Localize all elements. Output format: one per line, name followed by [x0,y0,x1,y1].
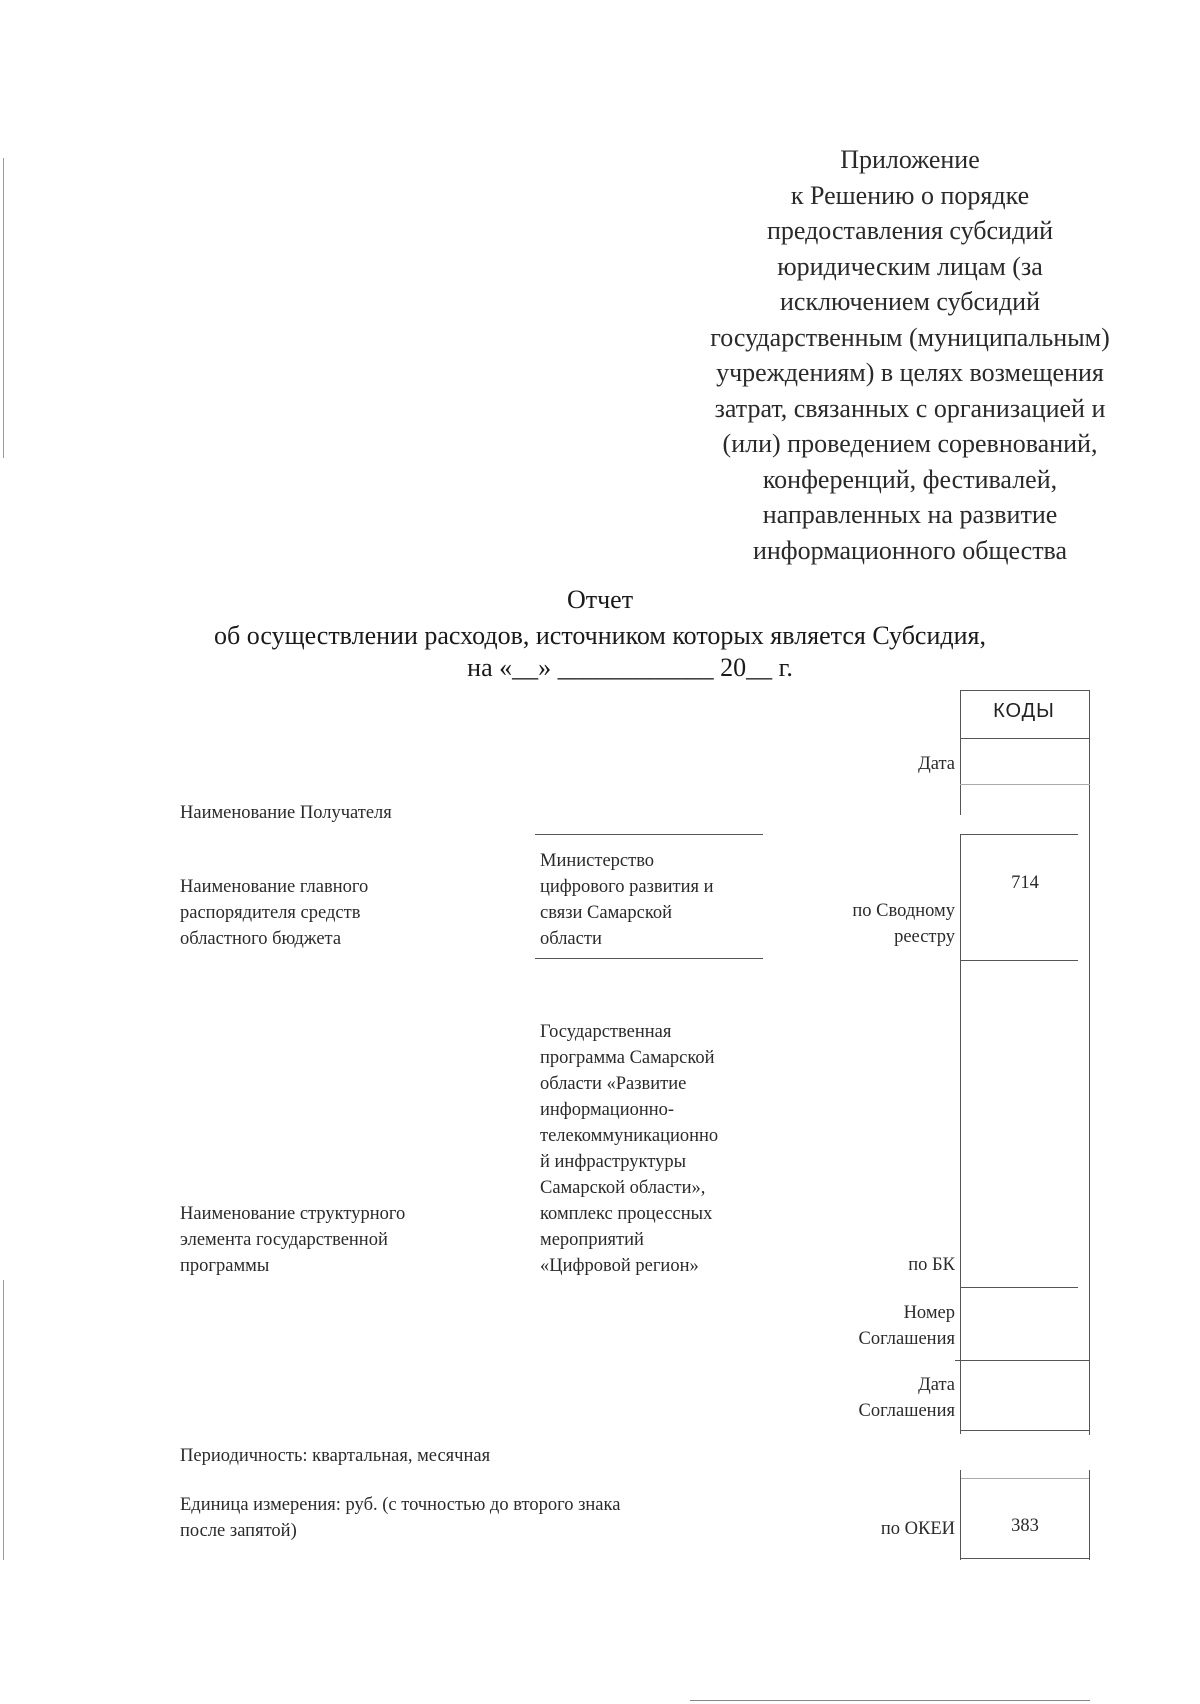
appendix-line: направленных на развитие [762,500,1058,529]
appendix-line: информационного общества [752,535,1068,565]
appendix-line: (или) проведением соревнований, [722,429,1098,458]
program-value: области «Развитие [540,1074,687,1094]
scan-margin-line [3,158,4,458]
manager-value: связи Самарской [540,903,673,923]
scan-bottom-line [690,1700,1090,1701]
appendix-line: к Решению о порядке [790,180,1030,210]
agreement-number-label: Соглашения [858,1329,955,1349]
codes-table-border [1089,1470,1090,1560]
appendix-line: предоставления субсидий [766,216,1054,245]
codes-table-border [960,834,1078,835]
manager-label: Наименование главного [180,877,369,897]
codes-table-border [960,738,1090,739]
agreement-date-label: Дата [918,1375,955,1395]
unit-label: после запятой) [180,1521,297,1541]
program-label: программы [180,1256,270,1276]
okei-code-label: по ОКЕИ [880,1519,955,1539]
recipient-value-line [535,834,763,835]
codes-table-border [1089,690,1090,1435]
codes-table-border [960,1430,1090,1431]
appendix-line: государственным (муниципальным) [710,322,1110,352]
codes-table-border [960,690,1090,691]
manager-label: распорядителя средств [180,903,361,923]
program-value: программа Самарской [540,1048,715,1068]
program-value: комплекс процессных [540,1204,713,1224]
program-value: й инфраструктуры [540,1152,687,1172]
report-date-line: на «__» ____________ 20__ г. [467,653,793,682]
appendix-line: конференций, фестивалей, [762,464,1058,494]
scan-margin-line [3,1280,4,1560]
codes-table-border [960,1287,1078,1288]
codes-table-border [960,1558,1090,1559]
periodicity-label: Периодичность: квартальная, месячная [180,1446,491,1466]
codes-table-border [960,834,961,1434]
okei-code-value: 383 [1011,1516,1039,1536]
manager-value-line [535,958,763,959]
agreement-number-label: Номер [903,1303,955,1323]
appendix-line: юридическим лицам (за [777,251,1043,281]
manager-value: Министерство [540,851,655,871]
program-value: телекоммуникационно [540,1126,719,1146]
codes-table-border [960,1470,961,1560]
date-code-label: Дата [918,754,955,774]
bk-code-label: по БК [908,1255,955,1275]
program-value: Самарской области», [540,1178,706,1198]
manager-label: областного бюджета [180,929,342,949]
appendix-block [660,142,1160,568]
agreement-date-label: Соглашения [858,1401,955,1421]
appendix-line: исключением субсидий [779,287,1041,316]
recipient-label: Наименование Получателя [180,803,392,823]
program-label: Наименование структурного [180,1204,406,1224]
program-value: мероприятий [540,1230,644,1250]
program-label: элемента государственной [180,1230,388,1250]
appendix-line: Приложение [840,145,980,174]
manager-value: области [540,929,602,949]
svod-code-label: по Сводному [852,901,955,921]
svod-code-label: реестру [894,927,955,947]
program-value: «Цифровой регион» [540,1256,699,1276]
report-subtitle: об осуществлении расходов, источником которых является Субсидия, [214,621,986,650]
report-title: Отчет [566,585,634,614]
appendix-line: учреждениям) в целях возмещения [716,358,1104,387]
codes-header: КОДЫ [993,700,1055,722]
manager-value: цифрового развития и [540,877,714,897]
unit-label: Единица измерения: руб. (с точностью до второго знака [180,1495,621,1515]
codes-table-border [960,960,1078,961]
codes-table-border [960,1478,1090,1479]
codes-table-border [960,784,1090,785]
program-value: информационно- [540,1100,675,1120]
svod-code-value: 714 [1011,873,1039,893]
appendix-line: затрат, связанных с организацией и [714,393,1106,423]
program-value: Государственная [540,1022,672,1042]
codes-table-border [955,1360,1089,1361]
